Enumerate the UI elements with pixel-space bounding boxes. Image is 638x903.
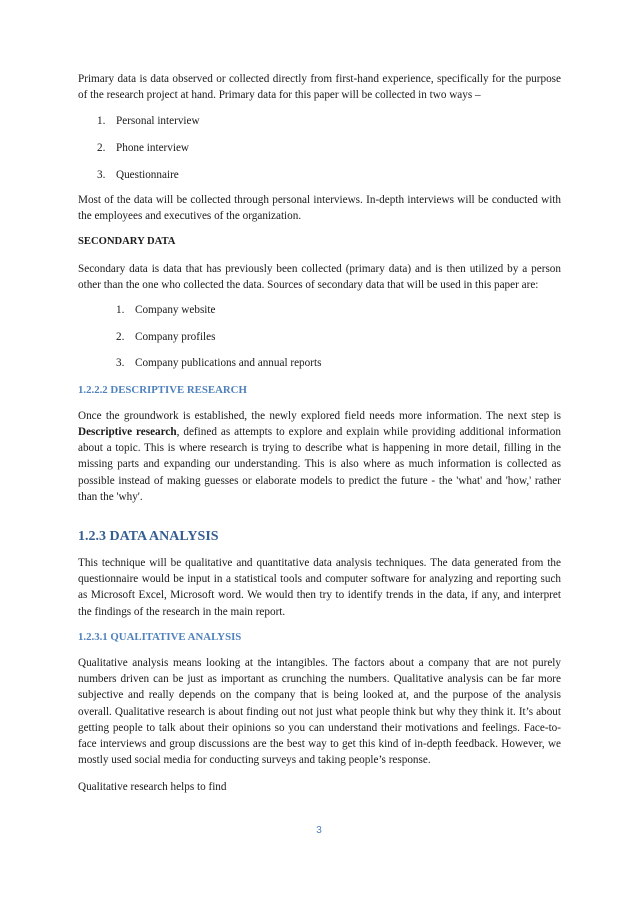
primary-methods-list	[78, 113, 561, 183]
list-text: Personal interview	[116, 115, 200, 128]
list-item	[116, 302, 561, 318]
list-text: Company publications and annual reports	[135, 357, 322, 370]
list-number: 3.	[97, 168, 106, 181]
secondary-sources-list	[78, 302, 561, 372]
document-page	[78, 71, 561, 795]
heading-descriptive-research: 1.2.2.2 DESCRIPTIVE RESEARCH	[78, 383, 247, 396]
list-text: Questionnaire	[116, 168, 179, 181]
list-number: 2.	[97, 142, 106, 155]
page-number: 3	[316, 825, 322, 836]
heading-data-analysis: 1.2.3 DATA ANALYSIS	[78, 529, 219, 545]
list-number: 3.	[116, 357, 125, 370]
list-item	[97, 167, 561, 183]
list-text: Phone interview	[116, 142, 190, 155]
descriptive-text-end: , defined as attempts to explore and explain while providing additional information about a topic. This is where research is trying to describe what is happening in more detail, filling in the missing parts and expanding our understanding. This is also where as much information is collected as possible instead of making guesses or elaborate models to predict the future - the 'what' and 'how,' rather than the 'why'.	[78, 426, 561, 503]
list-item	[116, 355, 561, 371]
paragraph-primary-data: Primary data is data observed or collected directly from first-hand experience, specifically for the purpose of the research project at hand. Primary data for this paper will be collected in two ways –	[78, 73, 561, 102]
paragraph-descriptive-research	[78, 408, 561, 505]
heading-qualitative-analysis: 1.2.3.1 QUALITATIVE ANALYSIS	[78, 630, 242, 643]
descriptive-term: Descriptive research	[78, 426, 177, 439]
list-item	[97, 140, 561, 156]
paragraph-interviews: Most of the data will be collected through personal interviews. In-depth interviews will be conducted with the employees and executives of the organization.	[78, 194, 561, 223]
list-item	[97, 113, 561, 129]
list-item	[116, 329, 561, 345]
list-text: Company profiles	[135, 330, 216, 343]
paragraph-secondary-data: Secondary data is data that has previously been collected (primary data) and is then utilized by a person other than the one who collected the data. Sources of secondary data that will be used in this paper are:	[78, 262, 561, 291]
paragraph-data-analysis: This technique will be qualitative and quantitative data analysis techniques. The data generated from the questionnaire would be input in a statistical tools and computer software for analyzing and reporting such as Microsoft Excel, Microsoft word. We would then try to identify trends in the data, if any, and interpret the findings of the research in the main report.	[78, 557, 561, 618]
list-number: 1.	[97, 115, 106, 128]
list-text: Company website	[135, 304, 216, 317]
list-number: 2.	[116, 330, 125, 343]
paragraph-qualitative-helps: Qualitative research helps to find	[78, 780, 227, 793]
list-number: 1.	[116, 304, 125, 317]
descriptive-text-start: Once the groundwork is established, the newly explored field needs more information. The next step is	[78, 409, 561, 422]
paragraph-qualitative-analysis: Qualitative analysis means looking at the intangibles. The factors about a company that are not purely numbers driven can be just as important as crunching the numbers. Qualitative analysis can be far more subjective and really depends on the company that is being looked at, and the purpose of the analysis overall. Qualitative research is about finding out not just what people think but why they think it. It’s about getting people to talk about their opinions so you can understand their motivations and feelings. Face-to-face interviews and group discussions are the best way to get this kind of in-depth feedback. However, we mostly used social media for conducting surveys and taking people’s response.	[78, 657, 561, 767]
heading-secondary-data: SECONDARY DATA	[78, 236, 176, 248]
